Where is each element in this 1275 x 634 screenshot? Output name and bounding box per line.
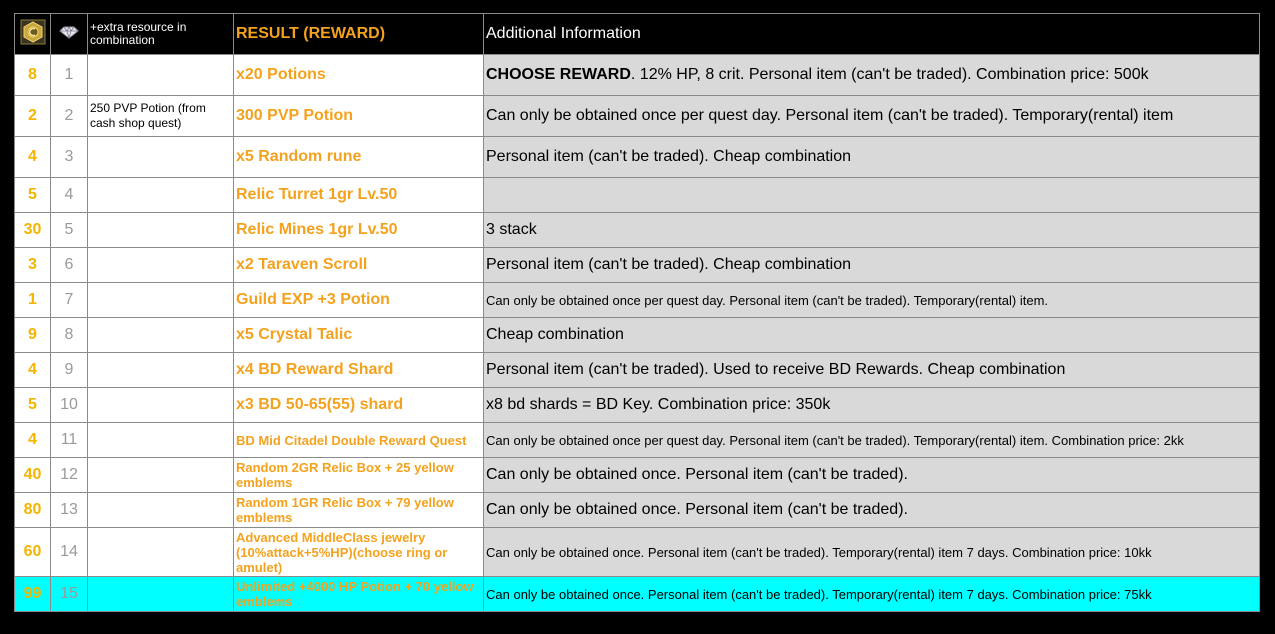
result-cell: x3 BD 50-65(55) shard <box>234 388 484 423</box>
info-cell <box>484 137 1260 178</box>
cost-cell: 30 <box>15 213 51 248</box>
header-info: Additional Information <box>484 14 1260 55</box>
info-cell <box>484 318 1260 353</box>
index-cell: 12 <box>51 458 88 493</box>
index-cell: 7 <box>51 283 88 318</box>
extra-resource-cell <box>88 493 234 528</box>
header-extra: +extra resource in combination <box>88 14 234 55</box>
table-row <box>15 493 1260 528</box>
table-row <box>15 55 1260 96</box>
cost-cell: 8 <box>15 55 51 96</box>
index-cell: 13 <box>51 493 88 528</box>
result-cell: BD Mid Citadel Double Reward Quest <box>234 423 484 458</box>
result-cell: x5 Crystal Talic <box>234 318 484 353</box>
info-text: Personal item (can't be traded). Cheap combination <box>486 256 852 273</box>
reward-table <box>14 13 1260 612</box>
info-cell <box>484 528 1260 577</box>
info-text: x8 bd shards = BD Key. Combination price: 350k <box>486 396 831 413</box>
extra-resource-cell <box>88 137 234 178</box>
index-cell: 3 <box>51 137 88 178</box>
result-cell: x5 Random rune <box>234 137 484 178</box>
table-row <box>15 96 1260 137</box>
table-row <box>15 388 1260 423</box>
table-row <box>15 458 1260 493</box>
table-row <box>15 283 1260 318</box>
info-cell <box>484 213 1260 248</box>
table-row <box>15 577 1260 612</box>
extra-resource-cell <box>88 213 234 248</box>
extra-resource-cell <box>88 528 234 577</box>
info-text: Can only be obtained once per quest day. Personal item (can't be traded). Temporary(rental) item. Combination price: 2kk <box>486 432 1184 448</box>
result-cell: Unlimited +4000 HP Potion + 70 yellow emblems <box>234 577 484 612</box>
extra-resource-cell <box>88 577 234 612</box>
info-text: Cheap combination <box>486 326 624 343</box>
info-text: Personal item (can't be traded). Cheap combination <box>486 148 852 165</box>
result-cell: x4 BD Reward Shard <box>234 353 484 388</box>
index-cell: 6 <box>51 248 88 283</box>
cost-cell: 2 <box>15 96 51 137</box>
cost-cell: 80 <box>15 493 51 528</box>
extra-resource-cell <box>88 423 234 458</box>
cost-cell: 9 <box>15 318 51 353</box>
info-text: 3 stack <box>486 221 537 238</box>
info-cell <box>484 55 1260 96</box>
table-row <box>15 423 1260 458</box>
info-text: Can only be obtained once per quest day. Personal item (can't be traded). Temporary(rental) item. <box>486 292 1049 308</box>
result-cell: x20 Potions <box>234 55 484 96</box>
extra-resource-cell <box>88 178 234 213</box>
info-cell <box>484 493 1260 528</box>
header-cost <box>15 14 51 55</box>
cost-cell: 40 <box>15 458 51 493</box>
info-cell <box>484 423 1260 458</box>
result-cell: Relic Turret 1gr Lv.50 <box>234 178 484 213</box>
cost-cell: 5 <box>15 388 51 423</box>
extra-resource-cell <box>88 318 234 353</box>
info-text: Can only be obtained once per quest day. Personal item (can't be traded). Temporary(rental) item <box>486 107 1174 124</box>
table-row <box>15 137 1260 178</box>
extra-resource-cell <box>88 248 234 283</box>
result-cell: Advanced MiddleClass jewelry (10%attack+5%HP)(choose ring or amulet) <box>234 528 484 577</box>
cost-cell: 1 <box>15 283 51 318</box>
info-cell <box>484 283 1260 318</box>
result-cell: Random 1GR Relic Box + 79 yellow emblems <box>234 493 484 528</box>
index-cell: 10 <box>51 388 88 423</box>
info-cell <box>484 353 1260 388</box>
index-cell: 8 <box>51 318 88 353</box>
table-row <box>15 248 1260 283</box>
info-text: Can only be obtained once. Personal item (can't be traded). <box>486 501 908 518</box>
extra-resource-cell: 250 PVP Potion (from cash shop quest) <box>88 96 234 137</box>
extra-resource-cell <box>88 388 234 423</box>
info-emphasis: CHOOSE REWARD <box>486 66 631 83</box>
info-cell <box>484 577 1260 612</box>
result-cell: Guild EXP +3 Potion <box>234 283 484 318</box>
cost-cell: 4 <box>15 137 51 178</box>
table-body <box>15 55 1260 612</box>
cost-cell: 60 <box>15 528 51 577</box>
index-cell: 4 <box>51 178 88 213</box>
table-row <box>15 528 1260 577</box>
header-result: RESULT (REWARD) <box>234 14 484 55</box>
result-cell: x2 Taraven Scroll <box>234 248 484 283</box>
info-cell <box>484 96 1260 137</box>
extra-resource-cell <box>88 353 234 388</box>
table-row <box>15 178 1260 213</box>
info-text: Personal item (can't be traded). Used to receive BD Rewards. Cheap combination <box>486 361 1066 378</box>
index-cell: 11 <box>51 423 88 458</box>
index-cell: 1 <box>51 55 88 96</box>
result-cell: Random 2GR Relic Box + 25 yellow emblems <box>234 458 484 493</box>
cost-cell: 5 <box>15 178 51 213</box>
info-text: . 12% HP, 8 crit. Personal item (can't be traded). Combination price: 500k <box>630 66 1149 83</box>
index-cell: 15 <box>51 577 88 612</box>
table-row <box>15 213 1260 248</box>
extra-resource-cell <box>88 458 234 493</box>
index-cell: 5 <box>51 213 88 248</box>
extra-resource-cell <box>88 55 234 96</box>
header-row <box>15 14 1260 55</box>
info-cell <box>484 388 1260 423</box>
info-cell <box>484 248 1260 283</box>
header-index <box>51 14 88 55</box>
info-text: Can only be obtained once. Personal item (can't be traded). <box>486 466 908 483</box>
info-cell <box>484 458 1260 493</box>
index-cell: 2 <box>51 96 88 137</box>
info-text: Can only be obtained once. Personal item (can't be traded). Temporary(rental) item 7 days. Combination price: 10kk <box>486 544 1152 560</box>
result-cell: 300 PVP Potion <box>234 96 484 137</box>
cost-cell: 3 <box>15 248 51 283</box>
index-cell: 14 <box>51 528 88 577</box>
index-cell: 9 <box>51 353 88 388</box>
cost-cell: 99 <box>15 577 51 612</box>
table-row <box>15 318 1260 353</box>
info-text: Can only be obtained once. Personal item (can't be traded). Temporary(rental) item 7 days. Combination price: 75kk <box>486 586 1152 602</box>
diamond-emblem-icon <box>56 19 82 45</box>
cost-cell: 4 <box>15 423 51 458</box>
info-cell <box>484 178 1260 213</box>
result-cell: Relic Mines 1gr Lv.50 <box>234 213 484 248</box>
gold-emblem-icon <box>20 19 46 45</box>
table-row <box>15 353 1260 388</box>
cost-cell: 4 <box>15 353 51 388</box>
extra-resource-cell <box>88 283 234 318</box>
